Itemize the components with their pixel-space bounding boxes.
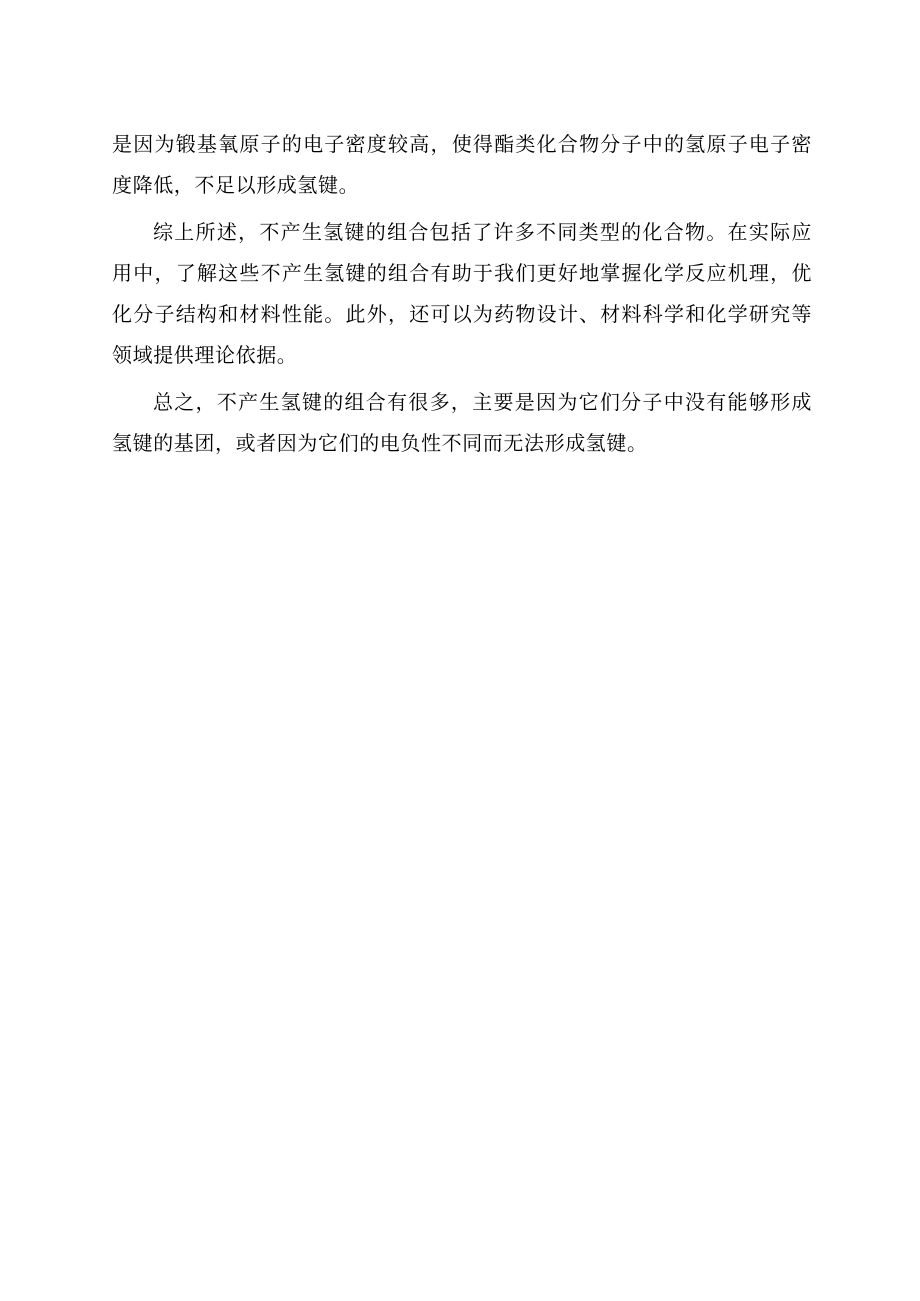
paragraph-conclusion: 总之，不产生氢键的组合有很多，主要是因为它们分子中没有能够形成氢键的基团，或者因为它们的电负性不同而无法形成氢键。 bbox=[112, 390, 812, 455]
paragraph-summary: 综上所述，不产生氢键的组合包括了许多不同类型的化合物。在实际应用中，了解这些不产生氢键的组合有助于我们更好地掌握化学反应机理，优化分子结构和材料性能。此外，还可以为药物设计、材料科学和化学研究等领域提供理论依据。 bbox=[112, 220, 812, 367]
paragraph-continuation: 是因为锻基氧原子的电子密度较高，使得酯类化合物分子中的氢原子电子密度降低，不足以形成氢键。 bbox=[112, 132, 812, 197]
document-body bbox=[112, 124, 812, 464]
